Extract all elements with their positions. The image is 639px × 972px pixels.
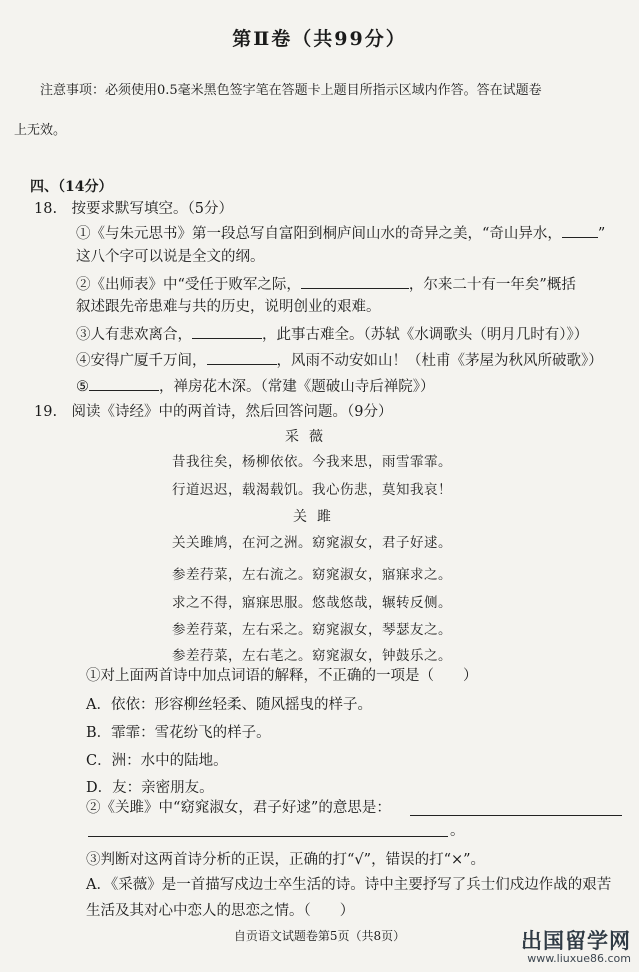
item-1-text: ①《与朱元思书》第一段总写自富阳到桐庐间山水的奇异之美，“奇山异水， [76, 226, 562, 242]
sub-3-item-a-line-1: A．《采薇》是一首描写戍边士卒生活的诗。诗中主要抒写了兵士们戍边作战的艰苦 [86, 877, 612, 893]
question-18-item-2-cont: 叙述跟先帝患难与共的历史，说明创业的艰难。 [76, 299, 381, 315]
notice-line-2: 上无效。 [14, 123, 67, 138]
poem-2-line-5: 参差荇菜，左右芼之。窈窕淑女，钟鼓乐之。 [172, 648, 452, 664]
question-18-item-1 [76, 223, 605, 243]
notice-line-1: 注意事项：必须使用0.5毫米黑色签字笔在答题卡上题目所指示区域内作答。答在试题卷 [40, 83, 542, 98]
item-4-text-start: ④安得广厦千万间， [76, 353, 207, 369]
answer-blank[interactable] [89, 376, 159, 391]
section-heading: 四、（14分） [30, 179, 113, 195]
option-d: D．友：亲密朋友。 [86, 780, 214, 796]
question-18-item-2 [76, 274, 576, 294]
page-footer: 自贡语文试题卷第5页（共8页） [233, 929, 406, 943]
item-1-close-quote: ” [597, 226, 606, 242]
item-4-text-end: ，风雨不动安如山！（杜甫《茅屋为秋风所破歌》） [276, 353, 603, 369]
question-18-item-1-cont: 这八个字可以说是全文的纲。 [76, 249, 265, 265]
paper-title: 第Ⅱ卷（共99分） [232, 28, 407, 50]
poem-2-line-2: 参差荇菜，左右流之。窈窕淑女，寤寐求之。 [172, 567, 452, 583]
watermark-name: 出国留学网 [521, 929, 631, 953]
watermark-logo [521, 930, 631, 965]
item-3-text-start: ③人有悲欢离合， [76, 327, 192, 343]
item-3-text-end: ，此事古难全。（苏轼《水调歌头（明月几时有）》） [262, 327, 589, 343]
poem-2-line-1: 关关雎鸠，在河之洲。窈窕淑女，君子好逑。 [172, 535, 452, 551]
sub-3-item-a-line-2: 生活及其对心中恋人的思恋之情。（ ） [86, 903, 355, 919]
option-b: B．霏霏：雪花纷飞的样子。 [86, 725, 271, 741]
answer-line[interactable] [410, 815, 622, 816]
answer-blank[interactable] [192, 324, 262, 339]
question-18-item-5 [76, 376, 435, 396]
answer-blank[interactable] [301, 274, 409, 289]
question-18-item-4 [76, 350, 603, 370]
question-18-item-3 [76, 324, 588, 344]
item-5-marker: ⑤ [76, 379, 89, 395]
poem-2-line-4: 参差荇菜，左右采之。窈窕淑女，琴瑟友之。 [172, 622, 452, 638]
answer-blank[interactable] [207, 350, 277, 365]
answer-blank[interactable] [562, 223, 598, 238]
question-19-sub-3: ③判断对这两首诗分析的正误，正确的打“√”，错误的打“×”。 [86, 852, 486, 868]
answer-line[interactable] [88, 836, 448, 837]
question-19-stem: 19. 阅读《诗经》中的两首诗，然后回答问题。（9分） [34, 404, 393, 420]
watermark-url: www.liuxue86.com [527, 952, 631, 965]
question-19-sub-2: ②《关雎》中“窈窕淑女，君子好逑”的意思是： [86, 800, 391, 816]
item-2-text-start: ②《出师表》中“受任于败军之际， [76, 277, 301, 293]
poem-1-line-2: 行道迟迟，载渴载饥。我心伤悲，莫知我哀！ [172, 482, 452, 498]
poem-2-line-3: 求之不得，寤寐思服。悠哉悠哉，辗转反侧。 [172, 595, 452, 611]
question-18-stem: 18. 按要求默写填空。（5分） [34, 201, 234, 217]
option-a: A．依依：形容柳丝轻柔、随风摇曳的样子。 [86, 697, 372, 713]
item-2-text-end: ，尔来二十有一年矣”概括 [408, 277, 576, 293]
option-c: C．洲：水中的陆地。 [86, 753, 228, 769]
poem-1-line-1: 昔我往矣，杨柳依依。今我来思，雨雪霏霏。 [172, 454, 452, 470]
item-5-text: ，禅房花木深。（常建《题破山寺后禅院》） [159, 379, 435, 395]
poem-1-title: 采薇 [285, 429, 333, 445]
poem-2-title: 关雎 [293, 509, 341, 525]
question-19-sub-1: ①对上面两首诗中加点词语的解释，不正确的一项是（ ） [86, 668, 478, 684]
sub-2-period: 。 [450, 823, 465, 839]
